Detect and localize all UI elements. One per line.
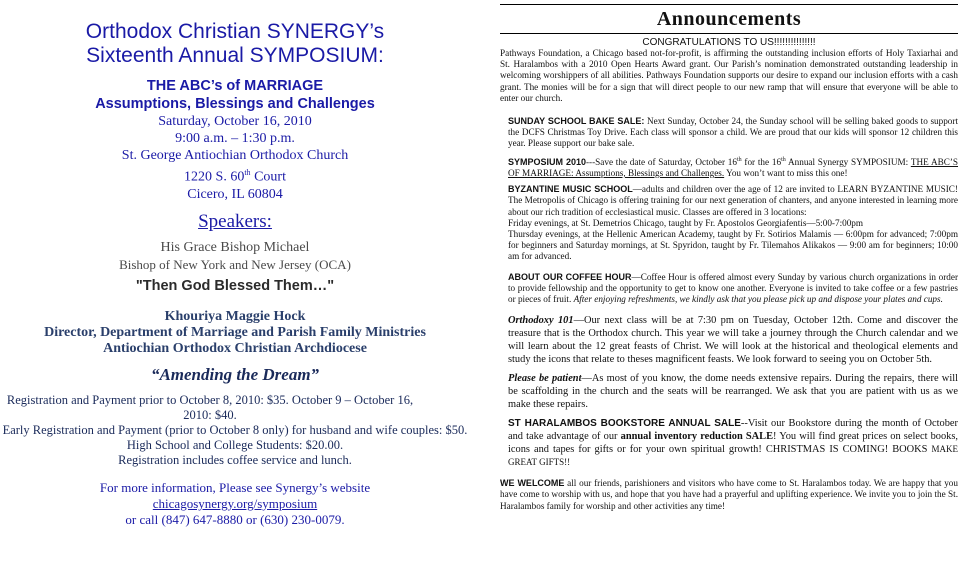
byzantine-location-1: Friday evenings, at St. Demetrios Chicago, taught by Fr. Apostolos Georgiafentis—5:00-7:00pm — [508, 217, 864, 228]
speaker2-title: Director, Department of Marriage and Parish Family Ministries — [44, 324, 426, 340]
flyer-title-line1: Orthodox Christian SYNERGY’s — [85, 20, 385, 43]
registration-includes: Registration includes coffee service and lunch. — [118, 452, 352, 467]
contact-line: For more information, Please see Synergy’s website — [99, 479, 371, 495]
bake-sale-announcement: SUNDAY SCHOOL BAKE SALE: Next Sunday, October 24, the Sunday school will be selling baked goods to support the DCFS Christmas Toy Drive. Each class will sponsor a child. We are proud that our kids will sponsor 12 children this year. Please support our bake sale. — [508, 116, 959, 149]
welcome-announcement: WE WELCOME all our friends, parishioners and visitors who have come to St. Haralambos today. We are happy that you have come to worship with us, and hope that you have had a prayerful and uplifting experience. We invite you to join the St. Haralambos family for worship and other activities any time! — [500, 478, 958, 511]
flyer-subtitle-line2: Assumptions, Blessings and Challenges — [95, 96, 375, 112]
coffee-hour-announcement: ABOUT OUR COFFEE HOUR—Coffee Hour is offered almost every Sunday by various church organizations in order to provide fellowship and the opportunity to get to know one another. Everyone is invited to take coffee or a few pastries or pieces of fruit. After enjoying refreshments, we kindly ask that you please pick up and dispose your plates and cups. — [508, 271, 958, 304]
flyer-subtitle-line1: THE ABC’s of MARRIAGE — [146, 78, 324, 94]
speaker2-talk: “Amending the Dream” — [150, 364, 320, 384]
patience-announcement: Please be patient—As most of you know, the dome needs extensive repairs. During the repairs, there will be scaffolding in the church and the seats will be rearranged. We ask that you are patient with us as we make these repairs. — [508, 373, 958, 411]
flyer-title-line2: Sixteenth Annual SYMPOSIUM: — [86, 44, 384, 67]
event-time: 9:00 a.m. – 1:30 p.m. — [175, 131, 295, 146]
byzantine-location-2: Thursday evenings, at the Hellenic American Academy, taught by Fr. Sotirios Malamis — 6:00pm for advanced; 7:00pm for beginners and Saturday mornings, at St. Spyridon, taught by Fr. Tilemahos Alikakos — 9:00 am for beginners; 10:00 am for advanced. — [508, 228, 958, 262]
phone-line: or call (847) 647-8880 or (630) 230-0079. — [125, 511, 345, 527]
heading-rule — [500, 33, 958, 34]
congrats-heading: CONGRATULATIONS TO US!!!!!!!!!!!!!!! — [642, 37, 816, 48]
symposium-announcement: SYMPOSIUM 2010---Save the date of Saturday, October 16th for the 16th Annual Synergy SYMPOSIUM: THE ABC’S OF MARRIAGE: Assumptions, Blessings and Challenges. You won’t want to miss this one! — [508, 156, 959, 178]
byzantine-music-announcement: BYZANTINE MUSIC SCHOOL—adults and children over the age of 12 are invited to LEARN BYZANTINE MUSIC! The Metropolis of Chicago is offering training for our next generation of chanters, and anyone interested in learning more about our rich tradition of ecclesiastical music. Classes are offered in 3 locations: — [508, 184, 958, 217]
symposium-flyer — [0, 0, 470, 528]
top-rule — [500, 4, 958, 5]
speakers-heading: Speakers: — [198, 210, 272, 232]
event-address: 1220 S. 60th Court — [184, 168, 286, 185]
speaker1-name: His Grace Bishop Michael — [160, 239, 310, 255]
website-link[interactable]: chicagosynergy.org/symposium — [152, 495, 318, 511]
registration-fee-1: Registration and Payment prior to October 8, 2010: $35. October 9 – October 16, 2010: $40. — [6, 392, 414, 422]
announcements-column — [500, 0, 958, 512]
speaker1-talk: "Then God Blessed Them…" — [135, 277, 335, 294]
speaker1-title: Bishop of New York and New Jersey (OCA) — [119, 256, 351, 272]
event-church: St. George Antiochian Orthodox Church — [121, 148, 349, 163]
registration-students: High School and College Students: $20.00. — [126, 437, 344, 452]
speaker2-name: Khouriya Maggie Hock — [164, 308, 306, 324]
event-city: Cicero, IL 60804 — [187, 186, 283, 202]
announcements-heading: Announcements — [656, 8, 802, 30]
congrats-body: Pathways Foundation, a Chicago based not-for-profit, is affirming the outstanding inclusion efforts of Holy Taxiarhai and St. Haralambos with a 2010 Open Hearts Award grant. Our Parish’s nomination demonstrated outstanding leadership in welcoming worshippers of all abilities. Pathways Foundation supports our desire to expand our inclusion efforts with a cash grant. The monies will be for a sign that will direct people to our new ramp that will ensure that everyone will be able to enter our church. — [500, 48, 958, 103]
bookstore-announcement: ST HARALAMBOS BOOKSTORE ANNUAL SALE--Visit our Bookstore during the month of October and take advantage of our annual inventory reduction SALE! You will find great prices on select books, icons and tapes for gifts or for your own spiritual growth! CHRISTMAS IS COMING! BOOKS MAKE GREAT GIFTS!! — [508, 418, 959, 468]
speaker2-org: Antiochian Orthodox Christian Archdiocese — [103, 340, 367, 356]
orthodoxy-101-announcement: Orthodoxy 101—Our next class will be at 7:30 pm on Tuesday, October 12th. Come and discover the treasure that is the Orthodox church. This year we will take a journey through the Church calendar and we will learn about the 12 great feasts of Christ. We will look at the historical and theological elements and study the icons that relate to theses magnificent feasts. We look forward to seeing you on October 5th. — [508, 315, 958, 366]
registration-fee-2: Early Registration and Payment (prior to October 8 only) for husband and wife couples: $50. — [2, 422, 468, 437]
event-date: Saturday, October 16, 2010 — [158, 114, 312, 129]
